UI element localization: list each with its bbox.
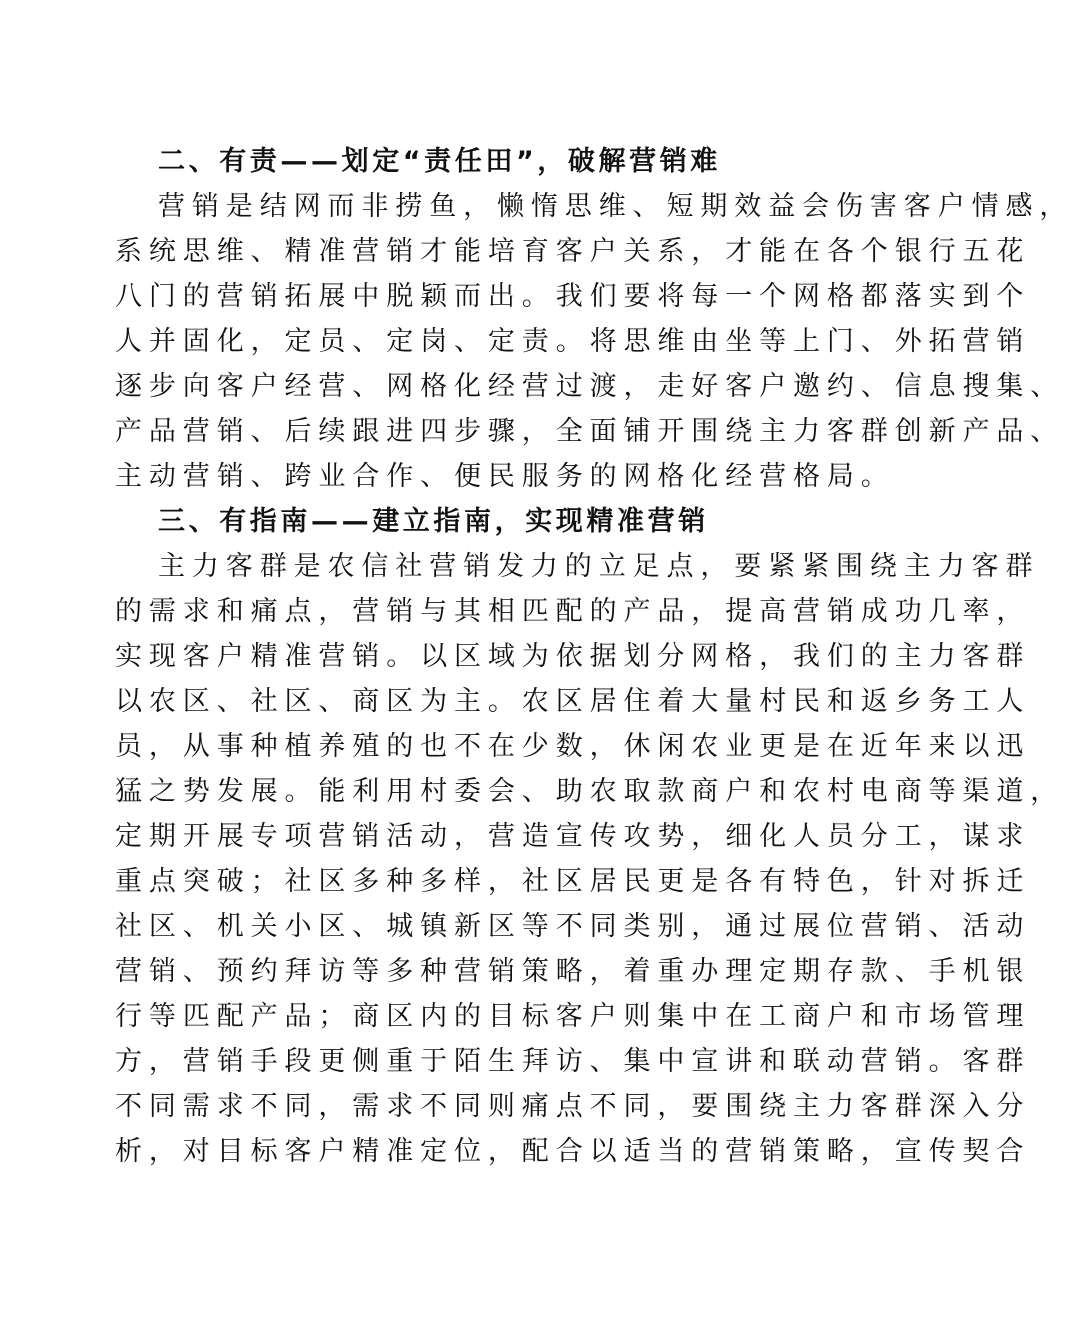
paragraph-line: 逐步向客户经营、网格化经营过渡，走好客户邀约、信息搜集、 [115, 371, 1065, 402]
paragraph-line: 析，对目标客户精准定位，配合以适当的营销策略，宣传契合 [115, 1136, 1031, 1167]
paragraph-line: 员，从事种植养殖的也不在少数，休闲农业更是在近年来以迅 [115, 731, 1031, 762]
section-heading: 二、有责——划定“责任田”，破解营销难 [158, 146, 721, 177]
paragraph-line: 不同需求不同，需求不同则痛点不同，要围绕主力客群深入分 [115, 1091, 1031, 1122]
paragraph-line: 产品营销、后续跟进四步骤，全面铺开围绕主力客群创新产品、 [115, 416, 1065, 447]
section-heading: 三、有指南——建立指南，实现精准营销 [158, 506, 709, 537]
paragraph-line: 猛之势发展。能利用村委会、助农取款商户和农村电商等渠道， [115, 776, 1065, 807]
paragraph-line: 营销是结网而非捞鱼，懒惰思维、短期效益会伤害客户情感， [158, 191, 1073, 222]
paragraph-line: 社区、机关小区、城镇新区等不同类别，通过展位营销、活动 [115, 911, 1031, 942]
paragraph-line: 定期开展专项营销活动，营造宣传攻势，细化人员分工，谋求 [115, 821, 1031, 852]
paragraph-line: 重点突破；社区多种多样，社区居民更是各有特色，针对拆迁 [115, 866, 1031, 897]
paragraph-line: 的需求和痛点，营销与其相匹配的产品，提高营销成功几率， [115, 596, 1031, 627]
paragraph-line: 营销、预约拜访等多种营销策略，着重办理定期存款、手机银 [115, 956, 1031, 987]
paragraph-line: 方，营销手段更侧重于陌生拜访、集中宣讲和联动营销。客群 [115, 1046, 1031, 1077]
paragraph-line: 主动营销、跨业合作、便民服务的网格化经营格局。 [115, 461, 895, 492]
paragraph-line: 实现客户精准营销。以区域为依据划分网格，我们的主力客群 [115, 641, 1031, 672]
paragraph-line: 人并固化，定员、定岗、定责。将思维由坐等上门、外拓营销 [115, 326, 1031, 357]
paragraph-line: 以农区、社区、商区为主。农区居住着大量村民和返乡务工人 [115, 686, 1031, 717]
paragraph-line: 八门的营销拓展中脱颖而出。我们要将每一个网格都落实到个 [115, 281, 1031, 312]
paragraph-line: 主力客群是农信社营销发力的立足点，要紧紧围绕主力客群 [158, 551, 1040, 582]
paragraph-line: 系统思维、精准营销才能培育客户关系，才能在各个银行五花 [115, 236, 1031, 267]
paragraph-line: 行等匹配产品；商区内的目标客户则集中在工商户和市场管理 [115, 1001, 1031, 1032]
